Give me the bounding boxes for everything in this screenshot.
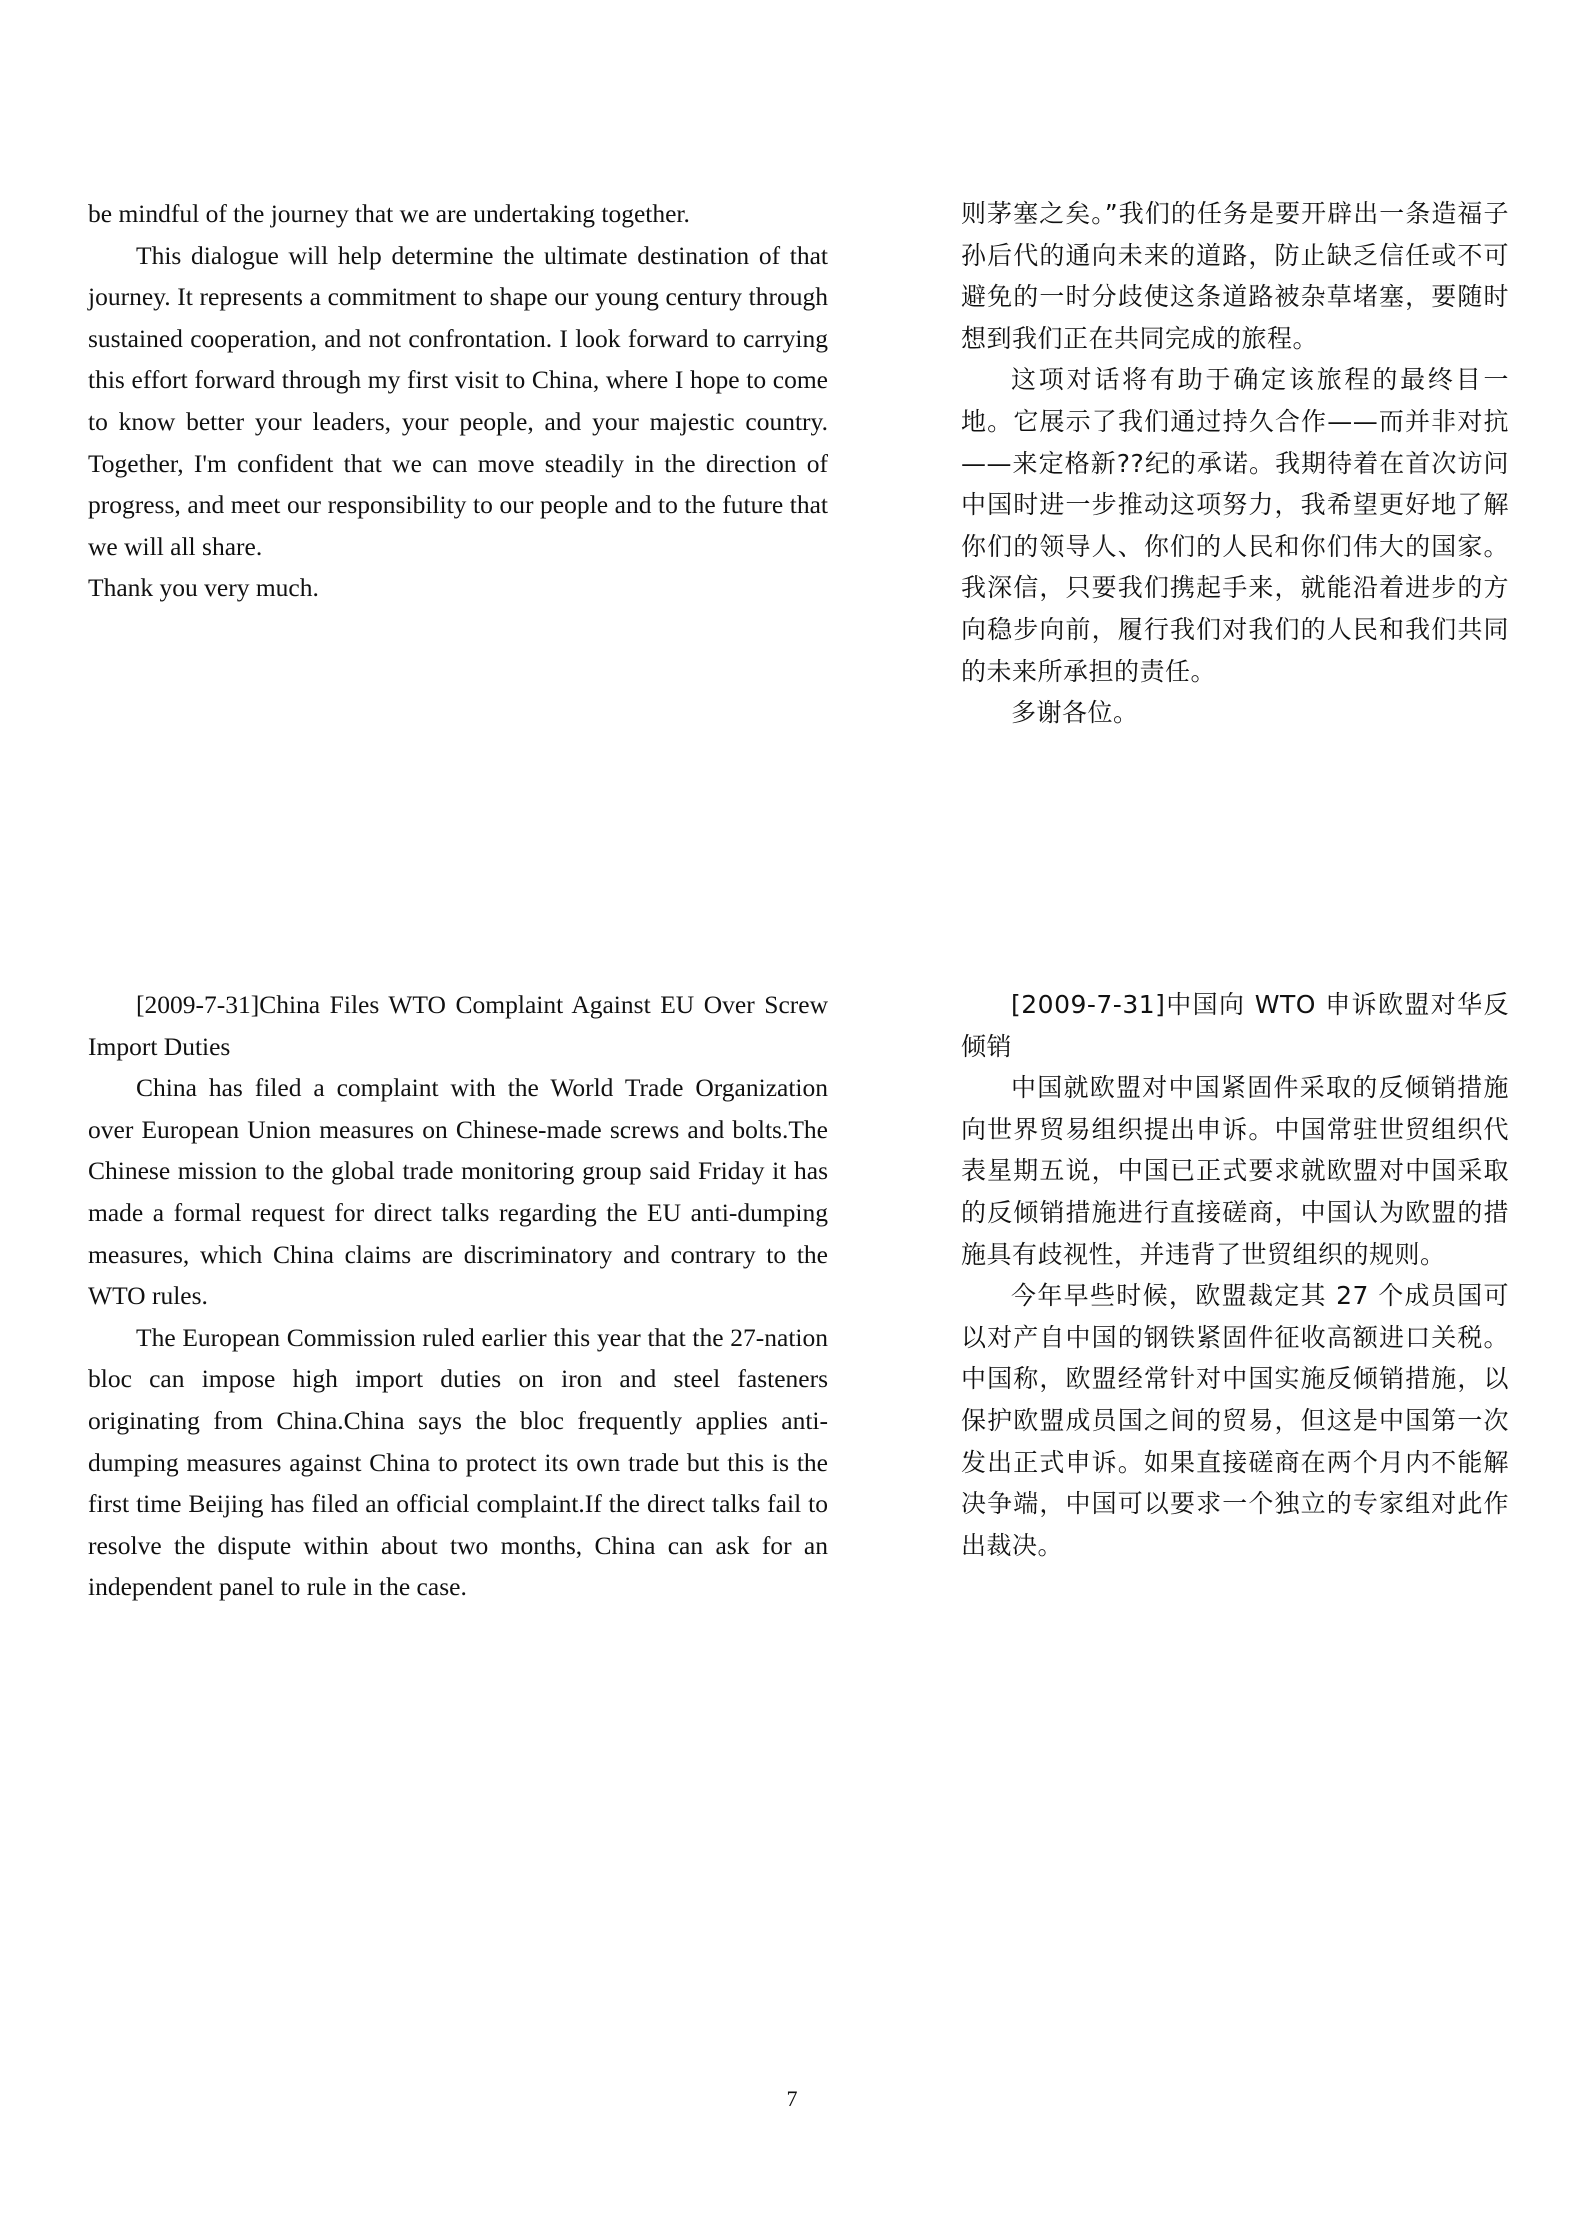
chinese-paragraph: 则茅塞之矣。”我们的任务是要开辟出一条造福子孙后代的通向未来的道路，防止缺乏信任或不可避免的一时分歧使这条道路被杂草堵塞，要随时想到我们正在共同完成的旅程。 bbox=[961, 199, 1509, 353]
chinese-column-top bbox=[961, 193, 1509, 734]
english-paragraph: China has filed a complaint with the World Trade Organization over European Union measures on Chinese-made screws and bolts.The Chinese mission to the global trade monitoring group said Friday it has made a formal request for direct talks regarding the EU anti-dumping measures, which China claims are discriminatory and contrary to the WTO rules. bbox=[88, 1073, 828, 1311]
chinese-paragraph: 今年早些时候，欧盟裁定其 27 个成员国可以对产自中国的钢铁紧固件征收高额进口关税。中国称，欧盟经常针对中国实施反倾销措施，以保护欧盟成员国之间的贸易，但这是中国第一次发出正式申诉。如果直接磋商在两个月内不能解决争端，中国可以要求一个独立的专家组对此作出裁决。 bbox=[961, 1281, 1509, 1560]
english-paragraph: The European Commission ruled earlier this year that the 27-nation bloc can impose high import duties on iron and steel fasteners originating from China.China says the bloc frequently applies anti-dumping measures against China to protect its own trade but this is the first time Beijing has filed an official complaint.If the direct talks fail to resolve the dispute within about two months, China can ask for an independent panel to rule in the case. bbox=[88, 1322, 828, 1602]
chinese-headline: [2009-7-31]中国向 WTO 申诉欧盟对华反倾销 bbox=[961, 990, 1509, 1061]
english-column-top bbox=[88, 193, 828, 609]
chinese-paragraph: 这项对话将有助于确定该旅程的最终目一地。它展示了我们通过持久合作——而并非对抗——来定格新??纪的承诺。我期待着在首次访问中国时进一步推动这项努力，我希望更好地了解你们的领导人、你们的人民和你们伟大的国家。我深信，只要我们携起手来，就能沿着进步的方向稳步向前，履行我们对我们的人民和我们共同的未来所承担的责任。 bbox=[961, 365, 1509, 686]
page-number: 7 bbox=[786, 2086, 798, 2111]
english-paragraph: This dialogue will help determine the ultimate destination of that journey. It represents a commitment to shape our young century through sustained cooperation, and not confrontation. I look forward to carrying this effort forward through my first visit to China, where I hope to come to know better your leaders, your people, and your majestic country. Together, I'm confident that we can move steadily in the direction of progress, and meet our responsibility to our people and to the future that we will all share. bbox=[88, 240, 828, 561]
chinese-paragraph: 多谢各位。 bbox=[1011, 698, 1139, 728]
chinese-column-bottom bbox=[961, 984, 1509, 1566]
english-paragraph: Thank you very much. bbox=[88, 573, 319, 603]
english-headline: [2009-7-31]China Files WTO Complaint Against EU Over Screw Import Duties bbox=[88, 990, 828, 1061]
english-column-bottom bbox=[88, 984, 828, 1608]
english-paragraph: be mindful of the journey that we are undertaking together. bbox=[88, 199, 690, 228]
chinese-paragraph: 中国就欧盟对中国紧固件采取的反倾销措施向世界贸易组织提出申诉。中国常驻世贸组织代表星期五说，中国已正式要求就欧盟对中国采取的反倾销措施进行直接磋商，中国认为欧盟的措施具有歧视性，并违背了世贸组织的规则。 bbox=[961, 1073, 1509, 1269]
